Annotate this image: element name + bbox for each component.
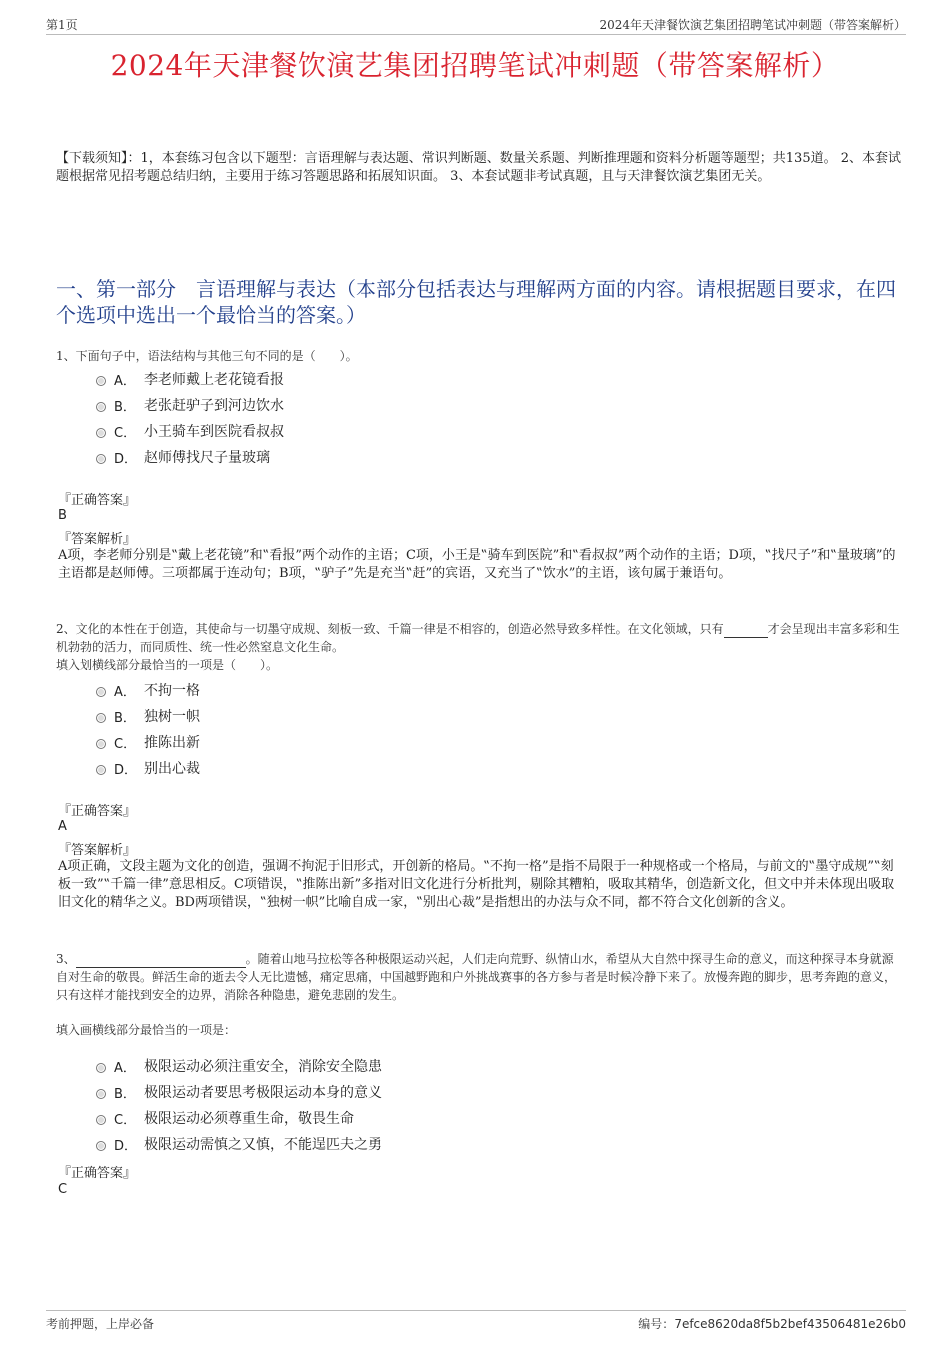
option-c[interactable] [96, 418, 596, 444]
option-text: 推陈出新 [144, 735, 200, 751]
code-value: 7efce8620da8f5b2bef43506481e26b0 [674, 1317, 906, 1331]
radio-icon[interactable] [96, 713, 106, 723]
option-letter: A． [114, 684, 136, 700]
explanation-text: A项正确，文段主题为文化的创造，强调不拘泥于旧形式，开创新的格局。‟不拘一格”是指不局限于一种规格或一个格局，与前文的‟墨守成规”‟刻板一致”‟千篇一律”意思相反。C项错误，‟推陈出新”多指对旧文化进行分析批判，剔除其糟粕，吸取其精华，创造新文化，但文中并未体现出吸取旧文化的精华之义。BD两项错误，‟独树一帜”比喻自成一家，‟别出心裁”是指想出的办法与众不同，都不符合文化创新的含义。 [58, 859, 895, 910]
option-letter: B． [114, 399, 136, 415]
option-a[interactable] [96, 1053, 596, 1079]
explanation-label: 『答案解析』 [58, 843, 137, 858]
option-text: 老张赶驴子到河边饮水 [144, 398, 284, 414]
section-heading: 一、第一部分 言语理解与表达（本部分包括表达与理解两方面的内容。请根据题目要求，在四个选项中选出一个最恰当的答案。） [56, 277, 896, 327]
page-header [46, 14, 906, 35]
radio-icon[interactable] [96, 1063, 106, 1073]
radio-icon[interactable] [96, 739, 106, 749]
option-letter: D． [114, 1138, 138, 1154]
question-number: 2、 [56, 622, 76, 636]
fill-blank [724, 637, 768, 638]
question-1-options [96, 366, 596, 470]
radio-icon[interactable] [96, 1089, 106, 1099]
question-3-stem [56, 950, 901, 1004]
code-label: 编号： [638, 1317, 675, 1331]
footer-code [638, 1315, 906, 1332]
question-2-options [96, 677, 596, 781]
option-text: 别出心裁 [144, 761, 200, 777]
option-d[interactable] [96, 755, 596, 781]
option-letter: B． [114, 710, 136, 726]
explanation-text: A项，李老师分别是‟戴上老花镜”和‟看报”两个动作的主语；C项，小王是‟骑车到医院”和‟看叔叔”两个动作的主语；D项，‟找尺子”和‟量玻璃”的主语都是赵师傅。三项都属于连动句；B项，‟驴子”先是充当‟赶”的宾语，又充当了‟饮水”的主语，该句属于兼语句。 [58, 548, 896, 581]
option-letter: A． [114, 373, 136, 389]
radio-icon[interactable] [96, 454, 106, 464]
option-text: 赵师傅找尺子量玻璃 [144, 450, 270, 466]
option-b[interactable] [96, 703, 596, 729]
option-c[interactable] [96, 729, 596, 755]
option-b[interactable] [96, 392, 596, 418]
question-2-stem [56, 620, 901, 674]
question-prompt: 填入划横线部分最恰当的一项是（ ）。 [56, 658, 279, 672]
option-a[interactable] [96, 677, 596, 703]
option-text: 独树一帜 [144, 709, 200, 725]
option-text: 小王骑车到医院看叔叔 [144, 424, 284, 440]
option-text: 极限运动者要思考极限运动本身的意义 [144, 1085, 382, 1101]
option-letter: C． [114, 1112, 137, 1128]
option-letter: A． [114, 1060, 136, 1076]
radio-icon[interactable] [96, 765, 106, 775]
header-doc-title: 2024年天津餐饮演艺集团招聘笔试冲刺题（带答案解析） [599, 18, 906, 32]
option-c[interactable] [96, 1105, 596, 1131]
option-letter: C． [114, 425, 137, 441]
page-footer [46, 1310, 906, 1331]
question-3-prompt: 填入画横线部分最恰当的一项是： [56, 1023, 237, 1037]
option-b[interactable] [96, 1079, 596, 1105]
option-text: 李老师戴上老花镜看报 [144, 372, 284, 388]
option-letter: C． [114, 736, 137, 752]
correct-answer-value: A [58, 819, 67, 834]
correct-answer-label: 『正确答案』 [58, 1166, 137, 1181]
question-number: 3、 [56, 952, 76, 966]
option-d[interactable] [96, 1131, 596, 1157]
fill-blank [76, 967, 246, 968]
correct-answer-label: 『正确答案』 [58, 804, 137, 819]
question-text-before: 文化的本性在于创造，其使命与一切墨守成规、刻板一致、千篇一律是不相容的，创造必然导致多样性。在文化领域，只有 [75, 622, 724, 636]
radio-icon[interactable] [96, 428, 106, 438]
explanation-label: 『答案解析』 [58, 532, 137, 547]
option-text: 极限运动必须尊重生命，敬畏生命 [144, 1111, 354, 1127]
document-title: 2024年天津餐饮演艺集团招聘笔试冲刺题（带答案解析） [110, 49, 840, 82]
question-text-after: 。随着山地马拉松等各种极限运动兴起，人们走向荒野、纵情山水，希望从大自然中探寻生命的意义，而这种探寻本身就源自对生命的敬畏。鲜活生命的逝去令人无比遗憾，痛定思痛，中国越野跑和户外挑战赛事的各方参与者是时候冷静下来了。放慢奔跑的脚步，思考奔跑的意义，只有这样才能找到安全的边界，消除各种隐患，避免悲剧的发生。 [56, 952, 897, 1002]
question-text: 下面句子中，语法结构与其他三句不同的是（ ）。 [75, 349, 358, 363]
page-number: 第1页 [46, 18, 78, 32]
radio-icon[interactable] [96, 376, 106, 386]
option-d[interactable] [96, 444, 596, 470]
option-text: 极限运动需慎之又慎，不能逞匹夫之勇 [144, 1137, 382, 1153]
option-a[interactable] [96, 366, 596, 392]
option-letter: D． [114, 451, 138, 467]
radio-icon[interactable] [96, 687, 106, 697]
option-letter: B． [114, 1086, 136, 1102]
option-letter: D． [114, 762, 138, 778]
correct-answer-label: 『正确答案』 [58, 493, 137, 508]
correct-answer-value: C [58, 1182, 68, 1197]
question-text-after: 才会呈现出丰富多彩和生机勃勃的活力，而同质性、统一性必然窒息文化生命。 [56, 622, 900, 654]
radio-icon[interactable] [96, 1141, 106, 1151]
question-number: 1、 [56, 349, 76, 363]
radio-icon[interactable] [96, 402, 106, 412]
radio-icon[interactable] [96, 1115, 106, 1125]
download-notice: 【下载须知】：1，本套练习包含以下题型：言语理解与表达题、常识判断题、数量关系题、判断推理题和资料分析题等题型；共135道。 2、本套试题根据常见招考题总结归纳，主要用于练习答题思路和拓展知识面。 3、本套试题非考试真题，且与天津餐饮演艺集团无关。 [56, 151, 901, 184]
option-text: 极限运动必须注重安全，消除安全隐患 [144, 1059, 382, 1075]
question-3-options [96, 1053, 596, 1157]
footer-slogan: 考前押题，上岸必备 [46, 1317, 155, 1331]
correct-answer-value: B [58, 508, 67, 523]
option-text: 不拘一格 [144, 683, 200, 699]
question-1-stem [56, 347, 901, 365]
